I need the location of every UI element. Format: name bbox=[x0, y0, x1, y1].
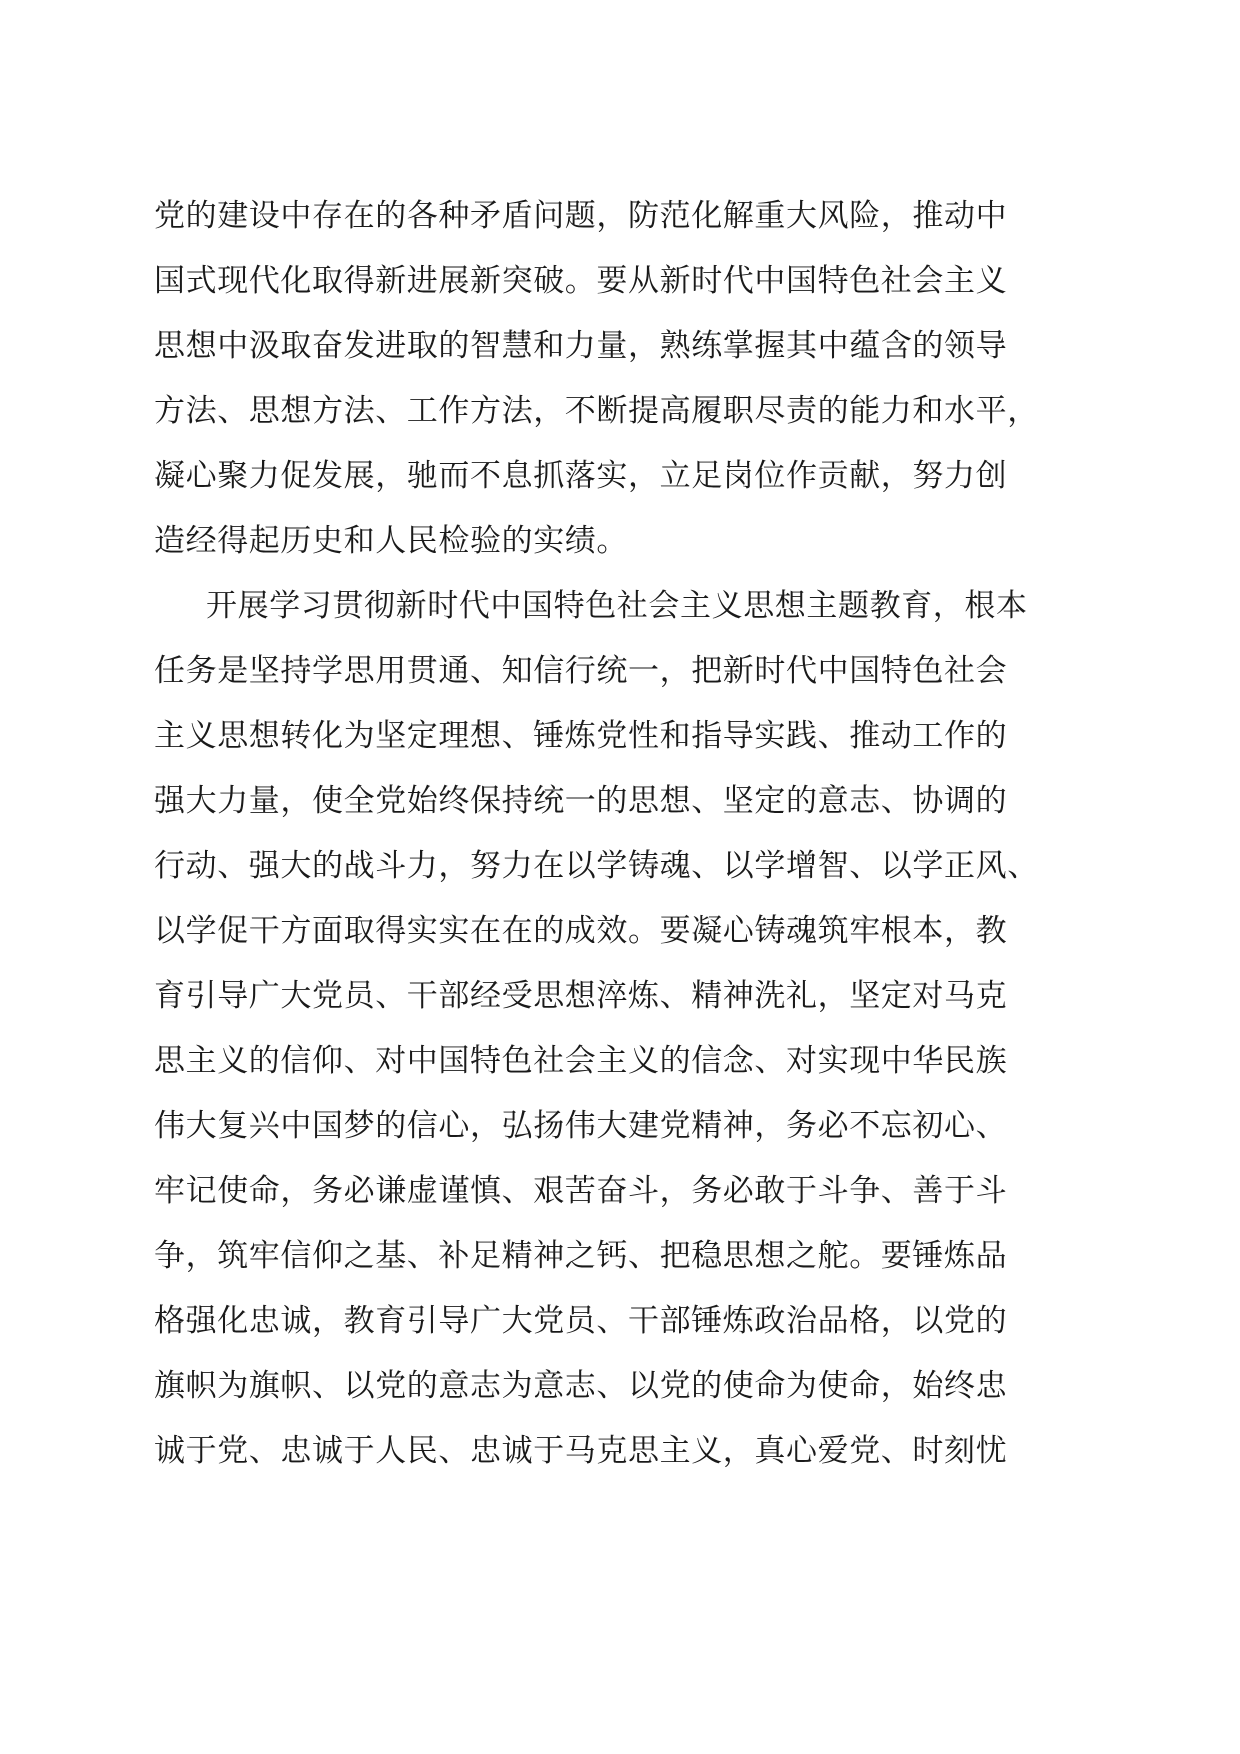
text-line: 造经得起历史和人民检验的实绩。 bbox=[154, 523, 628, 559]
text-line: 旗帜为旗帜、以党的意志为意志、以党的使命为使命，始终忠 bbox=[154, 1368, 1008, 1404]
text-line: 党的建设中存在的各种矛盾问题，防范化解重大风险，推动中 bbox=[154, 198, 1008, 234]
text-line: 牢记使命，务必谦虚谨慎、艰苦奋斗，务必敢于斗争、善于斗 bbox=[154, 1173, 1008, 1209]
text-line: 争，筑牢信仰之基、补足精神之钙、把稳思想之舵。要锤炼品 bbox=[154, 1238, 1008, 1274]
text-line: 思主义的信仰、对中国特色社会主义的信念、对实现中华民族 bbox=[154, 1043, 1008, 1079]
text-line: 行动、强大的战斗力，努力在以学铸魂、以学增智、以学正风、 bbox=[154, 848, 1039, 884]
text-line: 诚于党、忠诚于人民、忠诚于马克思主义，真心爱党、时刻忧 bbox=[154, 1433, 1008, 1469]
text-line: 伟大复兴中国梦的信心，弘扬伟大建党精神，务必不忘初心、 bbox=[154, 1108, 1008, 1144]
text-line: 任务是坚持学思用贯通、知信行统一，把新时代中国特色社会 bbox=[154, 653, 1008, 689]
text-line: 国式现代化取得新进展新突破。要从新时代中国特色社会主义 bbox=[154, 263, 1008, 299]
text-line: 思想中汲取奋发进取的智慧和力量，熟练掌握其中蕴含的领导 bbox=[154, 328, 1008, 364]
text-line: 育引导广大党员、干部经受思想淬炼、精神洗礼，坚定对马克 bbox=[154, 978, 1008, 1014]
text-line: 以学促干方面取得实实在在的成效。要凝心铸魂筑牢根本，教 bbox=[154, 913, 1008, 949]
text-line: 凝心聚力促发展，驰而不息抓落实，立足岗位作贡献，努力创 bbox=[154, 458, 1008, 494]
text-line: 强大力量，使全党始终保持统一的思想、坚定的意志、协调的 bbox=[154, 783, 1008, 819]
text-line-first: 开展学习贯彻新时代中国特色社会主义思想主题教育，根本 bbox=[206, 588, 1028, 624]
body-text bbox=[154, 184, 1114, 1484]
text-line: 格强化忠诚，教育引导广大党员、干部锤炼政治品格，以党的 bbox=[154, 1303, 1008, 1339]
text-line: 主义思想转化为坚定理想、锤炼党性和指导实践、推动工作的 bbox=[154, 718, 1008, 754]
paragraph-1 bbox=[154, 184, 1114, 574]
text-line: 方法、思想方法、工作方法，不断提高履职尽责的能力和水平， bbox=[154, 393, 1039, 429]
paragraph-2 bbox=[154, 574, 1114, 1484]
